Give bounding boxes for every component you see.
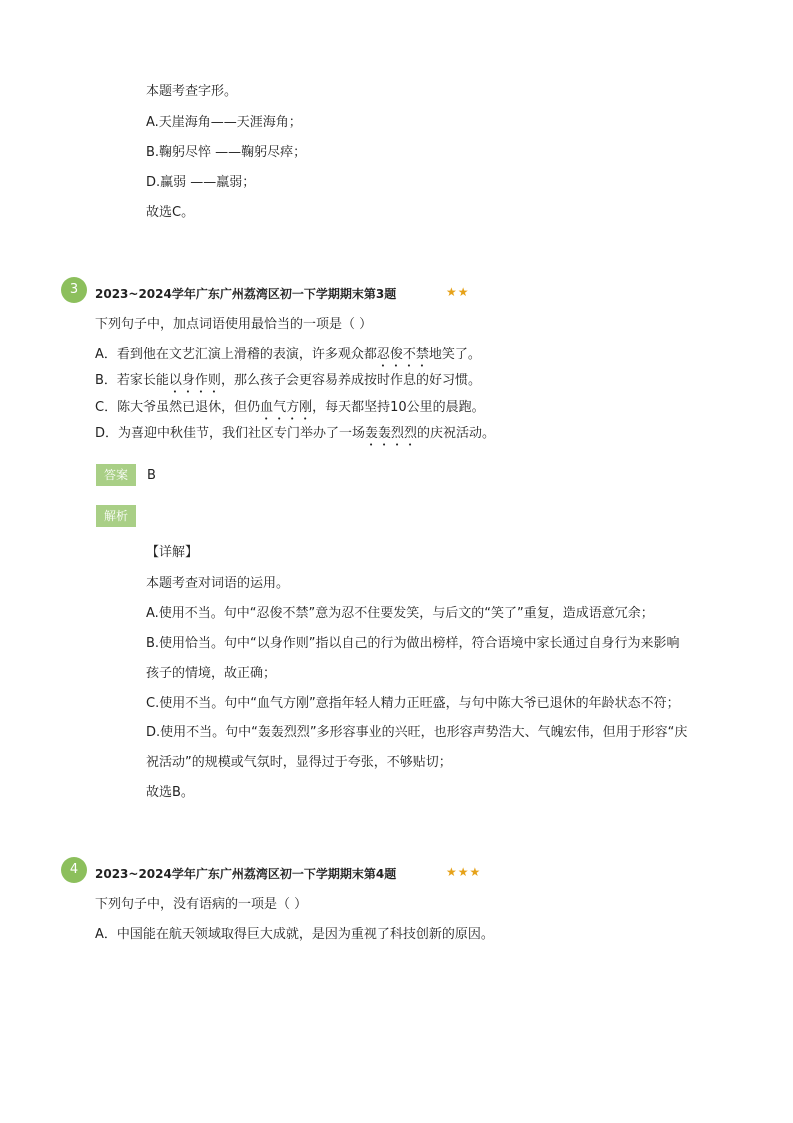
answer-tag[interactable]: 答案: [96, 464, 136, 486]
explanation-line: 本题考查字形。: [146, 84, 238, 99]
analysis-tag[interactable]: 解析: [96, 505, 136, 527]
option-text: B．若家长能: [95, 373, 169, 388]
explanation-line: D.赢弱 ——羸弱；: [146, 175, 256, 190]
option-text: D．为喜迎中秋佳节，我们社区专门举办了一场: [95, 426, 366, 441]
emphasized-word: 以身作则: [168, 373, 221, 388]
explanation-line: B.鞠躬尽悴 ——鞠躬尽瘁；: [146, 145, 307, 160]
analysis-line: 祝活动”的规模或气氛时，显得过于夸张，不够贴切；: [146, 755, 452, 770]
option-a[interactable]: A．中国能在航天领域取得巨大成就，是因为重视了科技创新的原因。: [95, 927, 494, 942]
analysis-line: C.使用不当。句中“血气方刚”意指年轻人精力正旺盛，与句中陈大爷已退休的年龄状态不符；: [146, 696, 680, 711]
option-text: 的庆祝活动。: [417, 426, 496, 441]
option-b[interactable]: [95, 369, 481, 396]
analysis-line: B.使用恰当。句中“以身作则”指以自己的行为做出榜样，符合语境中家长通过自身行为来影响: [146, 636, 680, 651]
explanation-line: A.天崖海角——天涯海角；: [146, 115, 302, 130]
question-title: 2023~2024学年广东广州荔湾区初一下学期期末第3题: [95, 287, 397, 301]
question-title: 2023~2024学年广东广州荔湾区初一下学期期末第4题: [95, 867, 397, 881]
question-stem: 下列句子中，加点词语使用最恰当的一项是（ ）: [95, 317, 373, 332]
difficulty-stars: ★★★: [446, 865, 482, 879]
option-text: ，那么孩子会更容易养成按时作息的好习惯。: [220, 373, 481, 388]
answer-value: B: [147, 468, 156, 483]
question-number-badge: 4: [61, 857, 87, 883]
analysis-line: 本题考查对词语的运用。: [146, 576, 290, 591]
option-text: 地笑了。: [428, 347, 481, 362]
option-text: ，每天都坚持10公里的晨跑。: [312, 400, 485, 415]
analysis-line: D.使用不当。句中“轰轰烈烈”多形容事业的兴旺，也形容声势浩大、气魄宏伟，但用于形容“庆: [146, 725, 688, 740]
emphasized-word: 血气方刚: [260, 400, 313, 415]
analysis-line: 【详解】: [146, 545, 199, 560]
explanation-line: 故选C。: [146, 205, 195, 220]
option-text: A．看到他在文艺汇演上滑稽的表演，许多观众都: [95, 347, 377, 362]
analysis-line: A.使用不当。句中“忍俊不禁”意为忍不住要发笑，与后文的“笑了”重复，造成语意冗余；: [146, 606, 654, 621]
option-a[interactable]: [95, 343, 481, 370]
option-d[interactable]: [95, 422, 495, 449]
emphasized-word: 轰轰烈烈: [365, 426, 418, 441]
difficulty-stars: ★★: [446, 285, 470, 299]
question-number-badge: 3: [61, 277, 87, 303]
option-c[interactable]: [95, 396, 485, 423]
emphasized-word: 忍俊不禁: [376, 347, 429, 362]
analysis-line: 孩子的情境，故正确；: [146, 666, 277, 681]
option-text: C．陈大爷虽然已退休，但仍: [95, 400, 261, 415]
analysis-line: 故选B。: [146, 785, 194, 800]
question-stem: 下列句子中，没有语病的一项是（ ）: [95, 897, 308, 912]
